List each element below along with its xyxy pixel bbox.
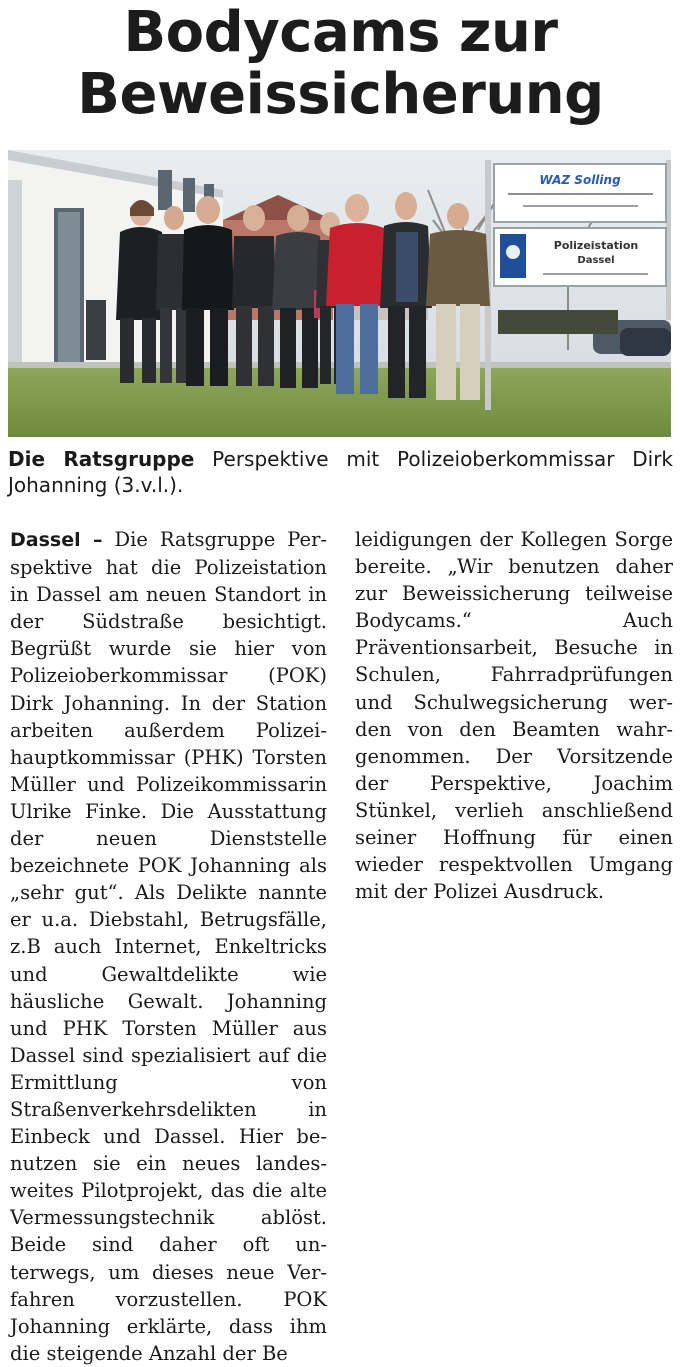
caption-bold-lead: Die Ratsgruppe <box>8 447 195 471</box>
article-column-2 <box>355 526 673 905</box>
headline-line-2: Beweissicherung <box>77 62 604 127</box>
photo-caption <box>8 446 673 498</box>
article-photo <box>8 150 671 437</box>
article-column-1 <box>10 526 327 1367</box>
dateline: Dassel – <box>10 529 103 551</box>
headline-line-1: Bodycams zur <box>123 0 558 65</box>
sign-bottom-place: Dassel <box>577 255 615 266</box>
column-2-body: leidigungen der Kollegen Sorge bereite. „Wir benutzen daher zur Beweissicherung teilweise Bodycams.“ Auch Präventionsarbeit, Besuche in Schulen, Fahrradprüfungen und Schulwegsicherung werden von den Beamten wahrgenommen. Der Vorsitzende der Perspektive, Joachim Stünkel, verlieh anschließend seiner Hoffnung für einen wieder respektvollen Umgang mit der Polizei Ausdruck. <box>355 528 673 904</box>
column-1-body: Die Ratsgruppe Perspektive hat die Polizeistation in Dassel am neuen Standort in der Südstraße besichtigt. Begrüßt wurde sie hier von Polizeioberkommissar (POK) Dirk Johanning. In der Station arbeiten außerdem Polizeihauptkommissar (PHK) Torsten Müller und Polizeikommissarin Ulrike Finke. Die Ausstattung der neuen Dienststelle bezeichnete POK Johanning als „sehr gut“. Als Delikte nannte er u.a. Diebstahl, Betrugsfälle, z.B auch Internet, Enkeltricks und Gewaltdelikte wie häusliche Gewalt. Johanning und PHK Torsten Müller aus Dassel sind spezialisiert auf die Ermittlung von Straßenverkehrsdelikten in Einbeck und Dassel. Hier benutzen sie ein neues landesweites Pilotprojekt, das die alte Vermessungstechnik ablöst. Beide sind daher oft unterwegs, um dieses neue Verfahren vorzustellen. POK Johanning erklärte, dass ihm die steigende Anzahl der Be <box>10 528 327 1365</box>
sign-bottom-title: Polizeistation <box>553 239 639 252</box>
sign-top-text: WAZ Solling <box>539 173 621 187</box>
article-headline <box>0 0 681 126</box>
caption-text: Perspektive mit Polizeioberkommissar Dirk Johanning (3.v.l.). <box>8 447 674 497</box>
